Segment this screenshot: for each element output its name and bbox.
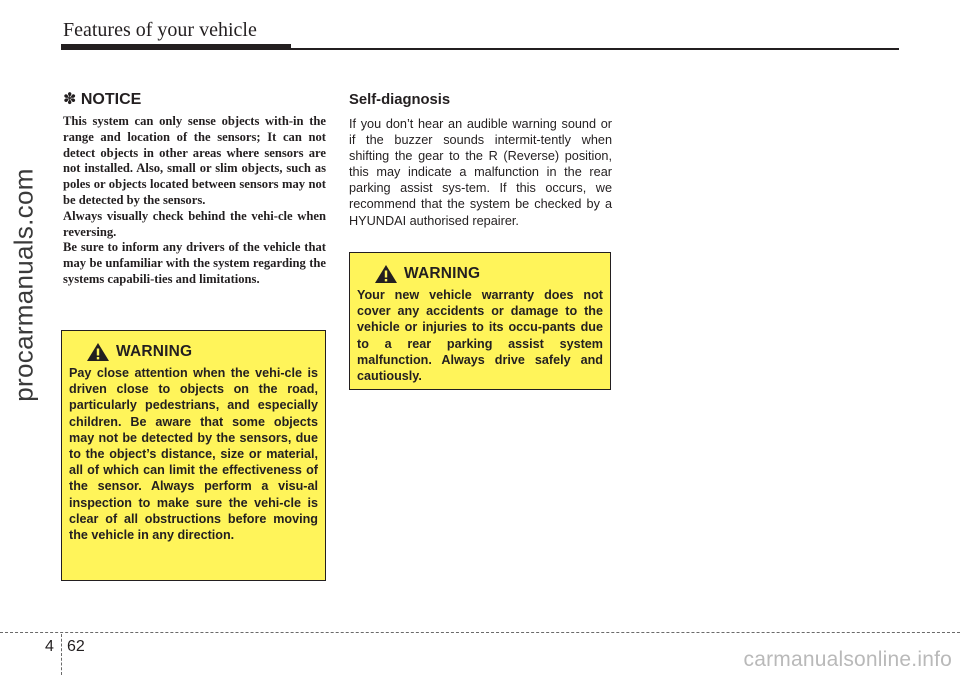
notice-paragraph: Be sure to inform any drivers of the vehicle that may be unfamiliar with the system regarding the systems capabili-ties and limitations. [63,240,326,286]
self-diagnosis-heading: Self-diagnosis [349,92,451,108]
warning-box-pedestrians [61,330,326,581]
warning-header [86,341,318,363]
footer-rule [0,632,960,633]
header-rule-thin [61,48,899,50]
warning-title: WARNING [116,343,193,360]
chapter-number: 4 [45,638,54,655]
notice-paragraph: This system can only sense objects with-in the range and location of the sensors; It can not detect objects in other areas where sensors are not installed. Also, small or slim objects, such as poles or objects located between sensors may not be detected by the sensors. [63,114,326,207]
warning-text: Pay close attention when the vehi-cle is driven close to objects on the road, particularly pedestrians, and especially children. Be aware that some objects may not be detected by the sensors, due to the object’s distance, size or material, all of which can limit the effectiveness of the sensor. Always perform a visu-al inspection to make sure the vehi-cle is clear of all obstructions before moving the vehicle in any direction. [69,366,318,543]
side-watermark-text: procarmanuals.com [8,168,39,402]
page-number: 62 [67,638,85,655]
warning-header [374,263,603,285]
warning-box-warranty [349,252,611,390]
warning-title: WARNING [404,265,481,282]
notice-heading [63,90,326,110]
self-diagnosis-text: If you don’t hear an audible warning sound or if the buzzer sounds intermit-tently when shifting the gear to the R (Reverse) position, this may indicate a malfunction in the rear parking assist sys-tem. If this occurs, we recommend that the system be checked by a HYUNDAI authorised repairer. [349,117,612,228]
bottom-watermark: carmanualsonline.info [743,648,952,671]
left-column [63,90,326,288]
page-header-title: Features of your vehicle [63,19,257,41]
footer-divider [61,634,62,675]
warning-triangle-icon [86,342,110,362]
notice-symbol-icon: ✽ [63,91,77,108]
right-column [349,90,612,229]
side-watermark [4,150,44,420]
warning-text: Your new vehicle warranty does not cover any accidents or damage to the vehicle or injuries to its occu-pants due to a rear parking assist system malfunction. Always drive safely and cautiously. [357,288,603,384]
notice-body [63,114,326,288]
notice-heading-text: NOTICE [80,91,142,108]
warning-triangle-icon [374,264,398,284]
notice-paragraph: Always visually check behind the vehi-cle when reversing. [63,208,326,239]
